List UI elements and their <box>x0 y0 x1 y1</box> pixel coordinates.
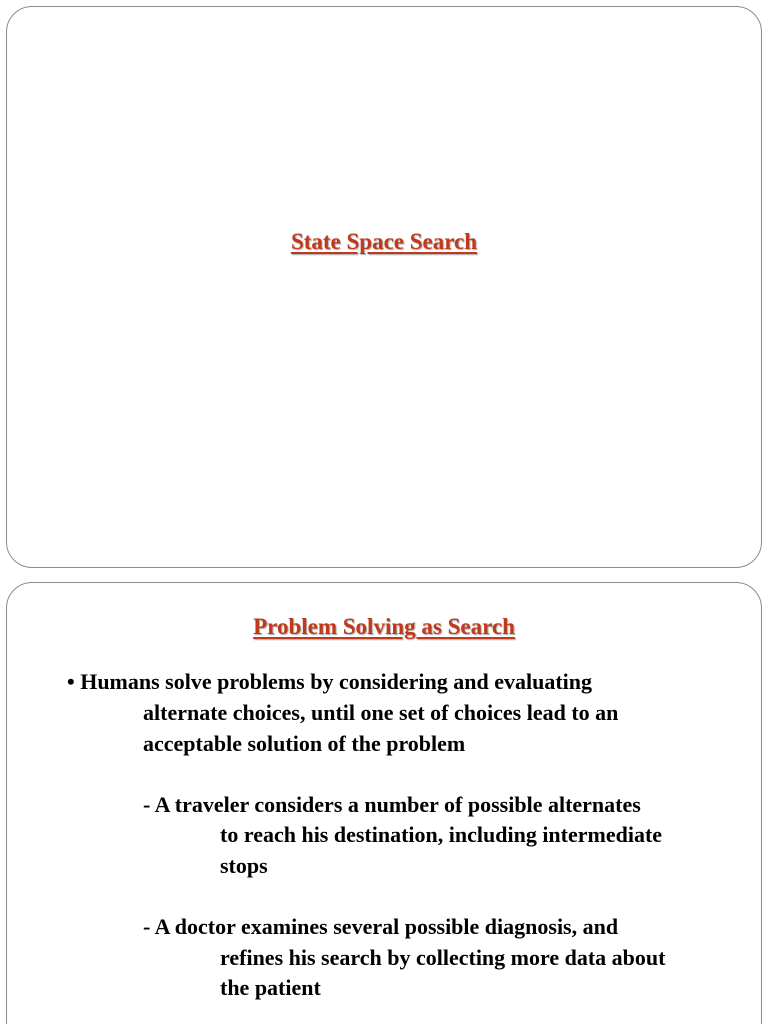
slide-problem-solving <box>6 582 762 1024</box>
bullet-continuation: acceptable solution of the problem <box>143 731 466 756</box>
example-continuation: stops <box>220 853 268 878</box>
slide-title: State Space Search <box>290 229 478 254</box>
bullet-continuation: alternate choices, until one set of choices lead to an <box>143 700 619 725</box>
slide-state-space-search <box>6 6 762 568</box>
example-item-doctor: - A doctor examines several possible diagnosis, and <box>143 914 619 939</box>
example-continuation: the patient <box>220 975 321 1000</box>
example-continuation: to reach his destination, including intermediate <box>220 822 663 847</box>
example-continuation: refines his search by collecting more data about <box>220 945 666 970</box>
slide-title: Problem Solving as Search <box>253 614 515 639</box>
example-item-traveler: - A traveler considers a number of possible alternates <box>143 792 641 817</box>
bullet-text: • Humans solve problems by considering and evaluating <box>67 669 592 694</box>
